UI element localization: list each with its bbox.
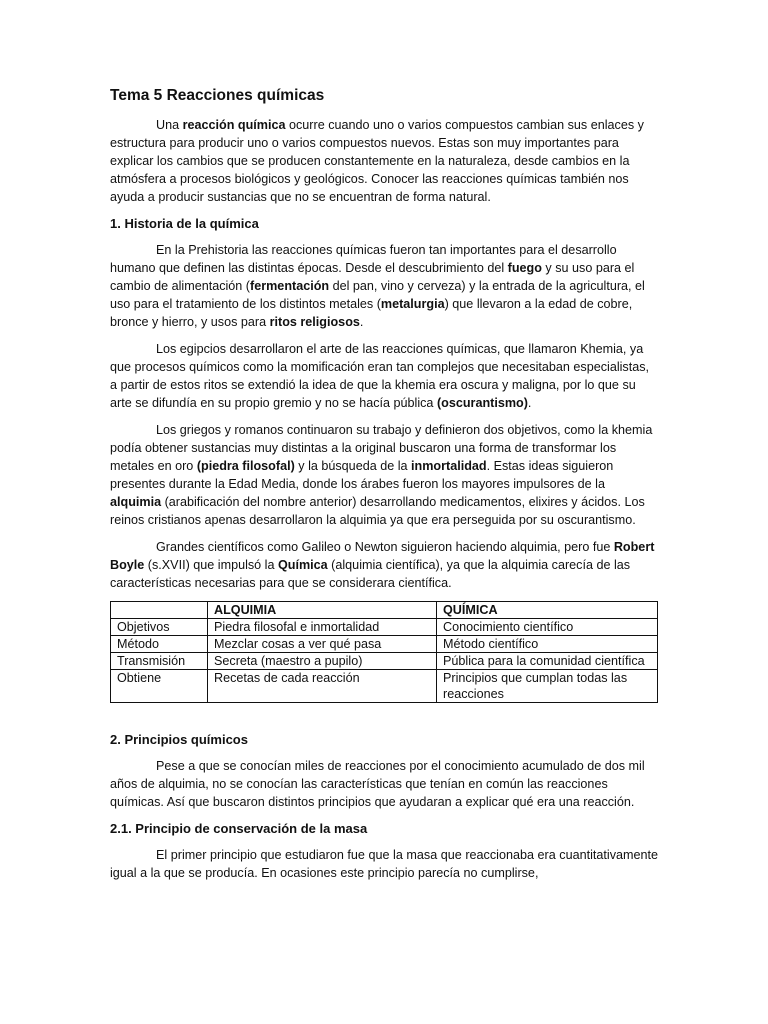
section-2-heading: 2. Principios químicos [110,732,248,747]
table-header-row [111,602,658,619]
table-cell: Recetas de cada reacción [208,670,437,703]
table-cell: Secreta (maestro a pupilo) [208,653,437,670]
table-row [111,636,658,653]
table-header-cell: QUÍMICA [437,602,658,619]
table-cell: Principios que cumplan todas las reacciones [437,670,658,703]
table-cell: Conocimiento científico [437,619,658,636]
table-row [111,619,658,636]
table-header-cell: ALQUIMIA [208,602,437,619]
table-row [111,653,658,670]
mass-conservation-paragraph: El primer principio que estudiaron fue que la masa que reaccionaba era cuantitativamente igual a la que se producía. En ocasiones este principio parecía no cumplirse, [110,848,658,880]
table-cell: Método científico [437,636,658,653]
table-cell: Método [111,636,208,653]
table-cell: Obtiene [111,670,208,703]
history-paragraph-prehistory: En la Prehistoria las reacciones químicas fueron tan importantes para el desarrollo humano que definen las distintas épocas. Desde el descubrimiento del fuego y su uso para el cambio de alimentación (fermentación del pan, vino y cerveza) y la entrada de la agricultura, el uso para el tratamiento de los distintos metales (metalurgia) que llevaron a la edad de cobre, bronce y hierro, y usos para ritos religiosos. [110,243,645,329]
page-title: Tema 5 Reacciones químicas [110,87,325,104]
table-row [111,670,658,703]
principles-paragraph: Pese a que se conocían miles de reacciones por el conocimiento acumulado de dos mil años de alquimia, no se conocían las características que tenían en común las reacciones químicas. Así que buscaron distintos principios que ayudaran a explicar qué era una reacción. [110,759,645,809]
table-header-cell [111,602,208,619]
section-2-1-heading: 2.1. Principio de conservación de la masa [110,821,368,836]
section-1-heading: 1. Historia de la química [110,216,259,231]
intro-paragraph: Una reacción química ocurre cuando uno o varios compuestos cambian sus enlaces y estructura para producir uno o varios compuestos nuevos. Estas son muy importantes para explicar los cambios que se producen constantemente en la naturaleza, desde cambios en la atmósfera a procesos biológicos y geológicos. Conocer las reacciones químicas también nos ayuda a producir sustancias que no se encuentran de forma natural. [110,118,644,204]
table-cell: Piedra filosofal e inmortalidad [208,619,437,636]
history-paragraph-egypt: Los egipcios desarrollaron el arte de las reacciones químicas, que llamaron Khemia, ya que procesos químicos como la momificación eran tan complejos que necesitaban especialistas, a partir de estos ritos se extendió la idea de que la khemia era oscura y maligna, por lo que su arte se difundía en su propio gremio y no se hacía pública (oscurantismo). [110,342,650,410]
table-cell: Transmisión [111,653,208,670]
table-cell: Objetivos [111,619,208,636]
history-paragraph-greeks: Los griegos y romanos continuaron su trabajo y definieron dos objetivos, como la khemia podía obtener sustancias muy distintas a la original buscaron una forma de transformar los metales en oro (piedra filosofal) y la búsqueda de la inmortalidad. Estas ideas siguieron presentes durante la Edad Media, donde los árabes fueron los mayores impulsores de la alquimia (arabificación del nombre anterior) desarrollando medicamentos, elixires y ácidos. Los reinos cristianos apenas desarrollaron la alquimia ya que era perseguida por su oscurantismo. [110,423,653,527]
document-content [110,86,658,891]
table-cell: Pública para la comunidad científica [437,653,658,670]
table-cell: Mezclar cosas a ver qué pasa [208,636,437,653]
comparison-table [110,601,658,703]
history-paragraph-boyle: Grandes científicos como Galileo o Newton siguieron haciendo alquimia, pero fue Robert Boyle (s.XVII) que impulsó la Química (alquimia científica), ya que la alquimia carecía de las características necesarias para que se considerara científica. [110,540,655,590]
